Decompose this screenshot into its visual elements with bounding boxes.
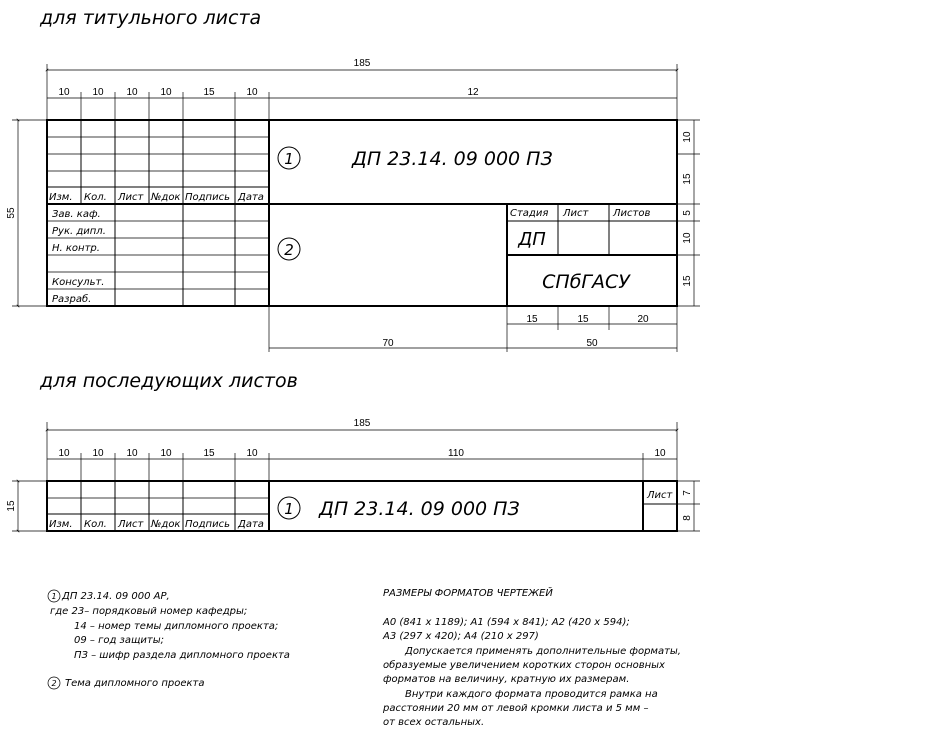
stage-header-listov: Листов [613,208,651,219]
role-ruk-dipl: Рук. дипл. [52,226,106,237]
dim-row-r2: 15 [682,173,693,185]
dim-bottom-b2: 50 [586,338,598,349]
next-dim-rows-right [677,481,700,531]
role-konsult: Консульт. [52,277,105,288]
dim-col-4: 10 [160,87,172,98]
next-header-kol: Кол. [84,519,107,530]
dim-col-3: 10 [126,87,138,98]
header-data: Дата [238,192,264,203]
header-kol: Кол. [84,192,107,203]
next-dim-total-label: 185 [353,418,371,429]
next-header-ndok: №док [151,519,181,530]
title-dim-total [47,58,677,120]
dim-row-r3: 5 [682,210,693,216]
dim-row-r1: 10 [682,131,693,143]
notes-block [48,590,290,689]
formats-line-6: Внутри каждого формата проводится рамка на [405,689,658,700]
note-line-2: где 23– порядковый номер кафедры; [50,606,248,617]
svg-text:2: 2 [284,241,294,259]
formats-line-5: форматов на величину, кратную их размерам. [383,674,630,685]
next-dim-middle: 110 [448,448,464,459]
next-dim-row-r2: 8 [682,515,693,521]
dim-bottom-s3: 20 [637,314,649,325]
dim-col-2: 10 [92,87,104,98]
title-circle-2 [278,238,300,260]
formats-line-3: Допускается применять дополнительные форматы, [405,646,681,657]
svg-text:1: 1 [284,150,294,168]
next-dim-col-4: 10 [160,448,172,459]
dim-row-r5: 15 [682,275,693,287]
next-dim-cols [47,448,677,481]
dim-bottom-s2: 15 [577,314,589,325]
note-line-1: ДП 23.14. 09 000 АР, [62,591,170,602]
title-dim-bottom [269,306,677,352]
next-header-izm: Изм. [49,519,73,530]
title-dim-cols [47,87,677,120]
formats-line-7: расстоянии 20 мм от левой кромки листа и 5 мм – [383,703,649,714]
next-sheet-heading: для последующих листов [40,370,298,392]
next-dim-height [6,481,47,531]
note-line-4: 09 – год защиты; [74,635,164,646]
dim-col-1: 10 [58,87,70,98]
note-line-3: 14 – номер темы дипломного проекта; [74,621,279,632]
title-sheet-heading: для титульного листа [40,7,262,29]
next-dim-total [47,418,677,481]
role-razrab: Разраб. [52,294,92,305]
header-izm: Изм. [49,192,73,203]
next-dim-row-r1: 7 [682,490,693,496]
dim-col-6: 10 [246,87,258,98]
svg-text:1: 1 [284,500,294,518]
title-circle-1 [278,147,300,169]
next-doc-code: ДП 23.14. 09 000 ПЗ [319,498,520,520]
next-sheet-label: Лист [647,490,673,501]
next-header-data: Дата [238,519,264,530]
header-list: Лист [118,192,144,203]
header-podpis: Подпись [185,192,230,203]
svg-text:1: 1 [51,592,57,601]
stage-header-list: Лист [563,208,589,219]
dim-row-r4: 10 [682,232,693,244]
title-doc-code: ДП 23.14. 09 000 ПЗ [352,148,553,170]
dim-total-label: 185 [353,58,371,69]
note-line-6: Тема дипломного проекта [65,678,205,689]
formats-line-2: А3 (297 х 420); А4 (210 х 297) [383,631,539,642]
header-ndok: №док [151,192,181,203]
next-dim-col-2: 10 [92,448,104,459]
dim-col-5: 15 [203,87,215,98]
next-dim-col-5: 15 [203,448,215,459]
formats-line-1: А0 (841 х 1189); А1 (594 х 841); А2 (420 х 594); [383,617,630,628]
formats-line-4: образуемые увеличением коротких сторон основных [383,660,665,671]
next-dim-right: 10 [654,448,666,459]
next-circle-1 [278,497,300,519]
title-dim-rows-right [677,120,700,306]
next-dim-height-label: 15 [6,500,17,512]
formats-line-8: от всех остальных. [383,717,485,728]
next-header-podpis: Подпись [185,519,230,530]
note-line-5: ПЗ – шифр раздела дипломного проекта [74,650,290,661]
next-dim-col-1: 10 [58,448,70,459]
next-dim-col-6: 10 [246,448,258,459]
title-roles [52,209,106,305]
formats-title: РАЗМЕРЫ ФОРМАТОВ ЧЕРТЕЖЕЙ [383,588,553,599]
dim-col-right: 12 [467,87,479,98]
org-name: СПбГАСУ [542,271,630,293]
next-dim-col-3: 10 [126,448,138,459]
next-header-list: Лист [118,519,144,530]
stage-header-stadia: Стадия [510,208,549,219]
dim-bottom-s1: 15 [526,314,538,325]
dim-height-label: 55 [6,207,17,219]
stage-value: ДП [518,229,546,250]
title-dim-height [6,120,47,306]
svg-text:2: 2 [51,679,57,688]
role-zav-kaf: Зав. каф. [52,209,101,220]
role-n-kontr: Н. контр. [52,243,100,254]
dim-bottom-b1: 70 [382,338,394,349]
formats-block [382,586,681,728]
